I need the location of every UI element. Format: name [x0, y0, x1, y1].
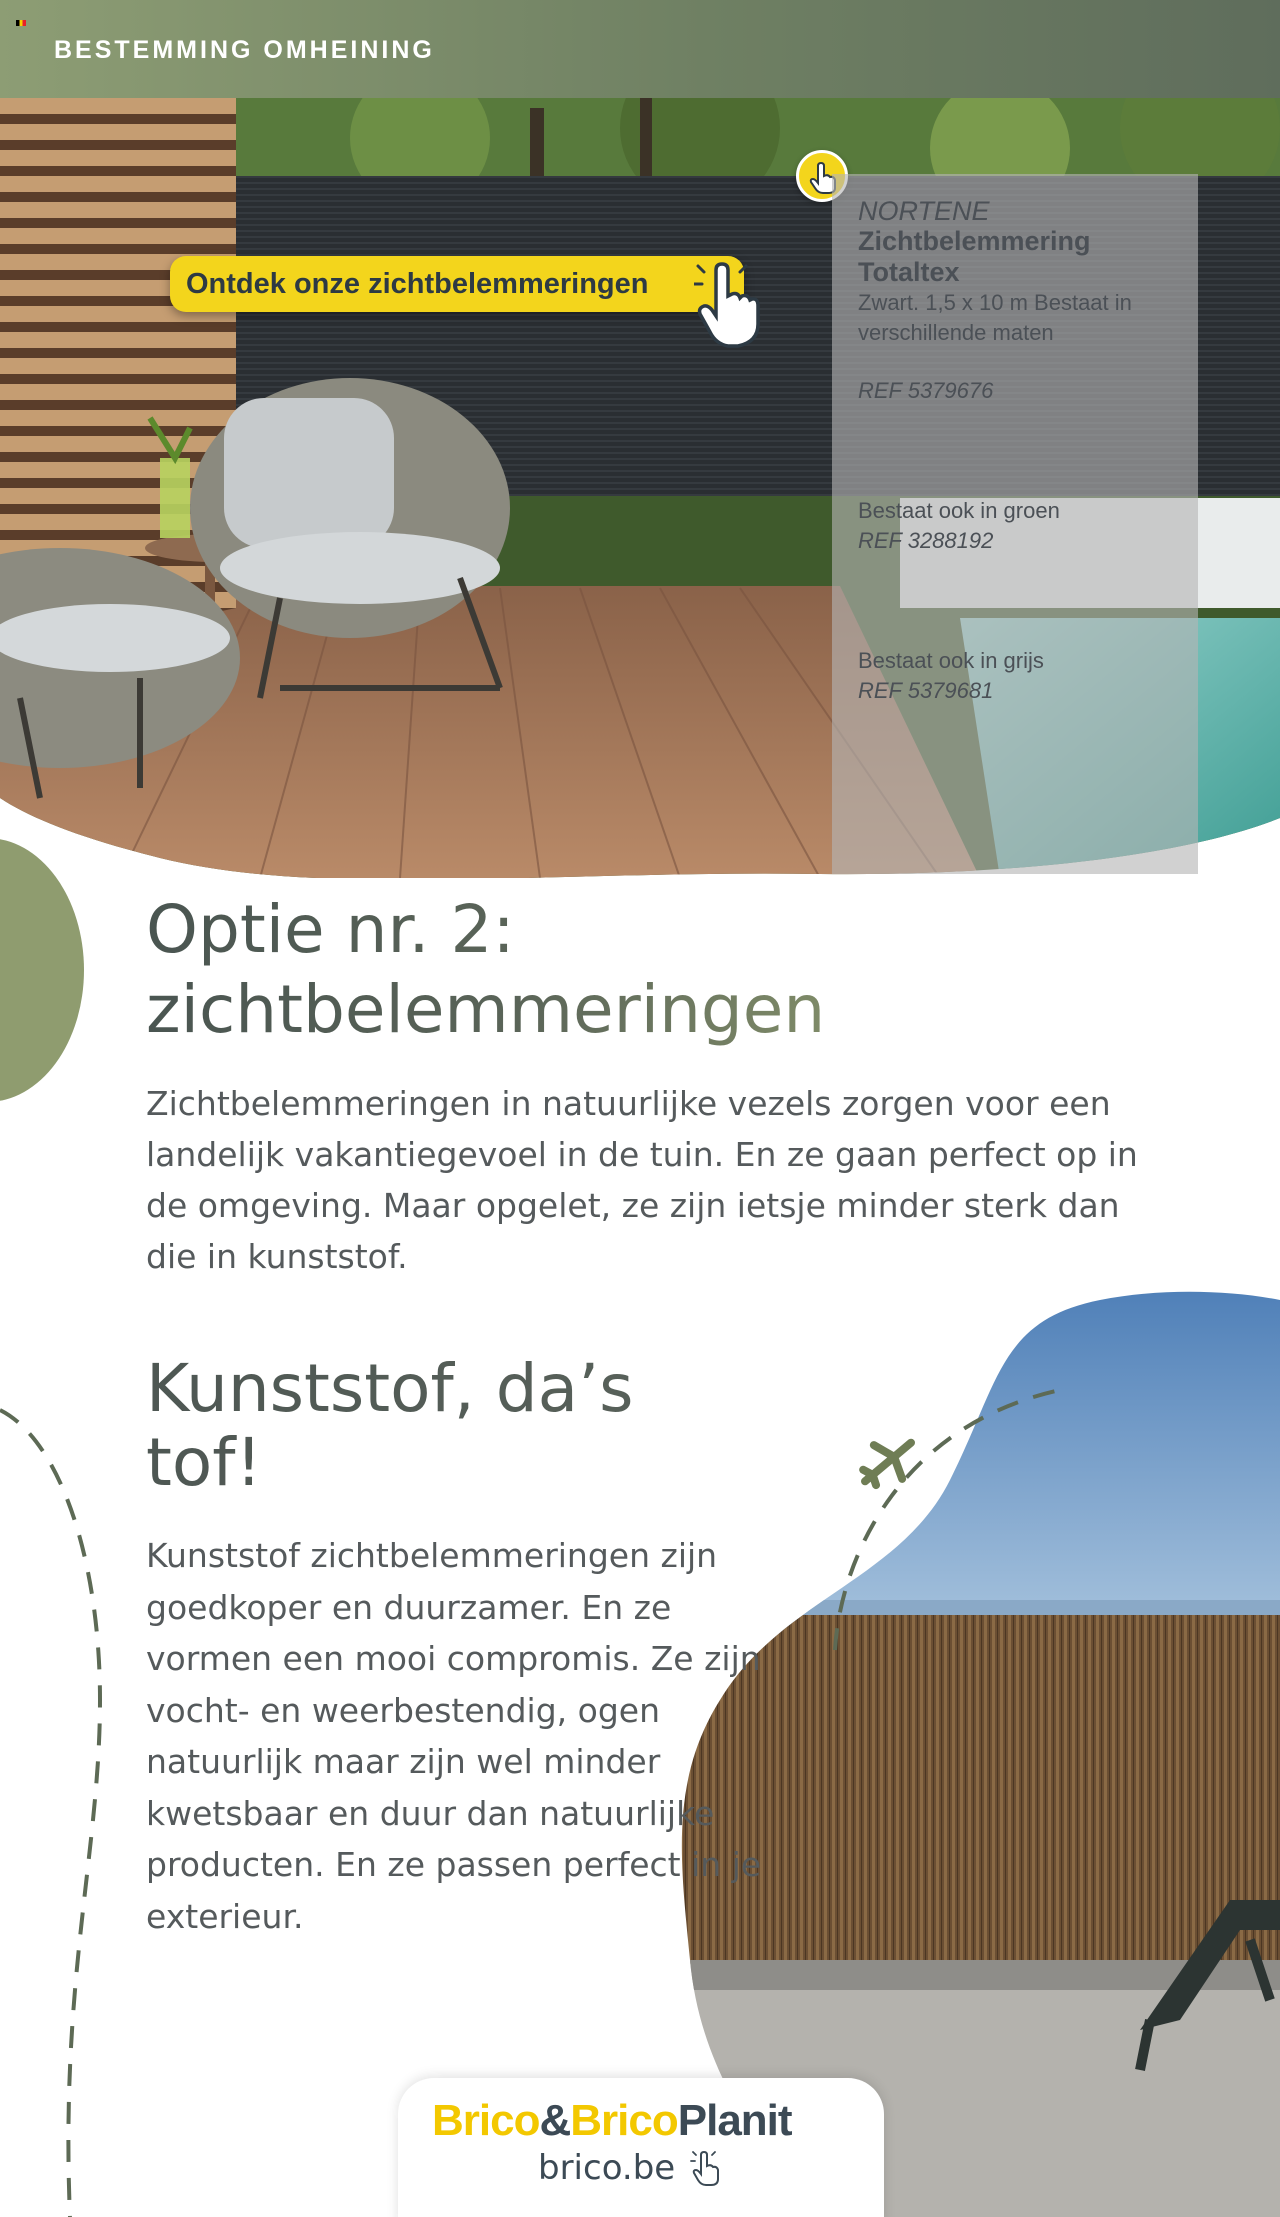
option2-heading: Optie nr. 2: zichtbelemmeringen — [146, 890, 966, 1050]
kunststof-body: Kunststof zichtbelemmeringen zijn goedkoper en duurzamer. En ze vormen een mooi compromis. Ze zijn vocht- en weerbestendig, ogen natuurlijk maar zijn wel minder kwetsbaar en duur dan natuurlijke producten. En ze passen perfect in je exterieur. — [146, 1536, 762, 1936]
airplane-icon — [851, 1426, 925, 1498]
kunststof-heading: Kunststof, da’s tof! — [146, 1352, 666, 1500]
logo-planit: Planit — [677, 2096, 792, 2145]
variant-ref-green: REF 3288192 — [858, 528, 994, 553]
cta-label: Ontdek onze zichtbelemmeringen — [186, 267, 649, 300]
variant-label-grey: Bestaat ook in grijs — [858, 648, 1044, 673]
logo-brico-2: Brico — [570, 2096, 678, 2145]
variant-ref-grey: REF 5379681 — [858, 678, 994, 703]
product-ref: REF 5379676 — [858, 378, 994, 403]
website-link[interactable]: brico.be — [538, 2148, 676, 2188]
option2-body: Zichtbelemmeringen in natuurlijke vezels zorgen voor een landelijk vakantiegevoel in de tuin. En ze gaan perfect op in de omgeving. Maar opgelet, ze zijn ietsje minder sterk dan die in kunststof. — [146, 1084, 1138, 1276]
product-brand: NORTENE — [858, 196, 990, 226]
section-label: BESTEMMING OMHEINING — [54, 36, 435, 64]
pointer-hand-icon — [690, 2150, 724, 2188]
product-name: Zichtbelemmering Totaltex — [858, 226, 1091, 287]
brand-logo[interactable] — [432, 2096, 792, 2146]
variant-label-green: Bestaat ook in groen — [858, 498, 1060, 523]
logo-ampersand: & — [539, 2096, 571, 2145]
product-description: Zwart. 1,5 x 10 m Bestaat in verschillende maten — [858, 290, 1132, 345]
logo-brico: Brico — [432, 2096, 540, 2145]
